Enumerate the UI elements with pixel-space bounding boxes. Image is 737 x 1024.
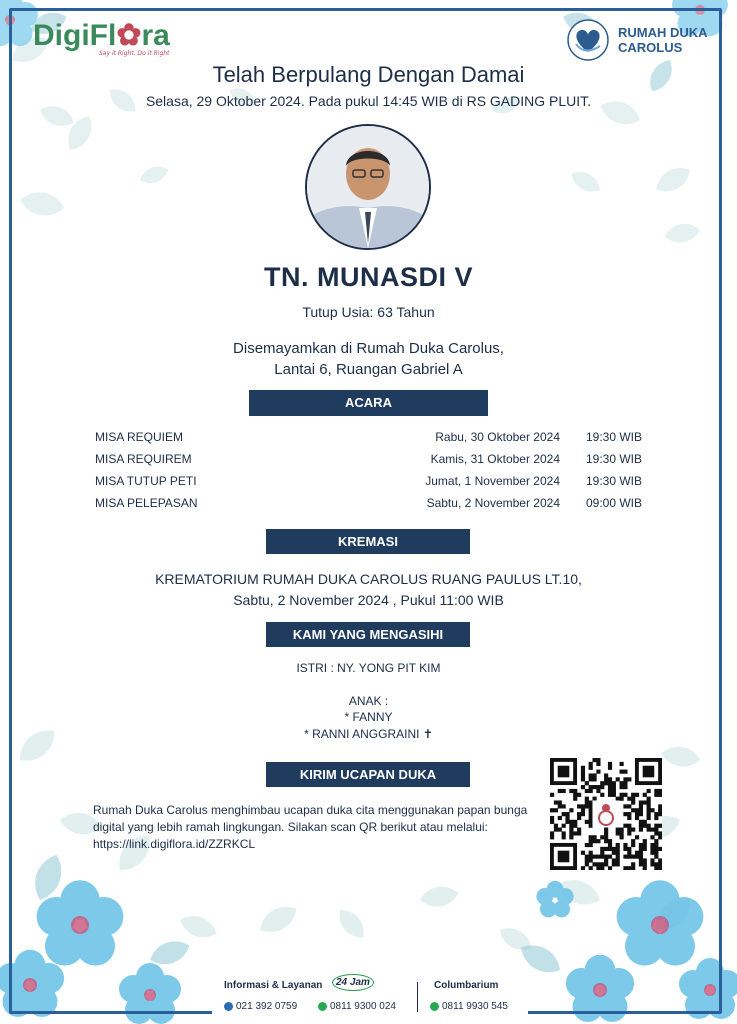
partner-name-line1: RUMAH DUKA (618, 25, 708, 40)
event-name: MISA REQUIEM (95, 430, 184, 444)
whatsapp-icon (318, 1002, 327, 1011)
footer-divider (417, 982, 418, 1012)
deceased-age: Tutup Usia: 63 Tahun (302, 304, 435, 320)
event-date: Jumat, 1 November 2024 (425, 474, 560, 488)
badge-24-hours (332, 974, 374, 991)
partner-name-line2: CAROLUS (618, 40, 683, 55)
announcement-subtitle: Selasa, 29 Oktober 2024. Pada pukul 14:45 WIB di RS GADING PLUIT. (145, 93, 592, 109)
family-child: * RANNI ANGGRAINI ✝ (304, 727, 433, 741)
flower-o-icon: ✿ (116, 19, 142, 52)
event-name: MISA PELEPASAN (95, 496, 198, 510)
cremation-details (0, 569, 737, 611)
family-spouse: ISTRI : NY. YONG PIT KIM (296, 661, 441, 675)
events-list (95, 428, 645, 516)
digiflora-logo (33, 20, 170, 57)
family-child: * FANNY (344, 710, 393, 724)
section-banner-kremasi: KREMASI (266, 529, 470, 554)
qr-code-graphic (550, 758, 662, 870)
badge-24-hours-text: 24 Jam (332, 974, 374, 991)
announcement-title: Telah Berpulang Dengan Damai (212, 62, 525, 87)
location-line1: Disemayamkan di Rumah Duka Carolus, (233, 340, 504, 357)
whatsapp-contact[interactable] (318, 1001, 396, 1012)
cremation-datetime: Sabtu, 2 November 2024 , Pukul 11:00 WIB (233, 592, 504, 608)
event-row (95, 494, 645, 516)
family-children-label: ANAK : (348, 694, 389, 708)
event-name: MISA REQUIREM (95, 452, 192, 466)
footer-contact-bar (212, 968, 528, 1018)
whatsapp-number: 0811 9930 545 (442, 1001, 508, 1012)
event-time: 19:30 WIB (585, 474, 642, 488)
brand-name-part-b: ra (141, 19, 170, 52)
rumah-duka-carolus-logo (562, 18, 708, 62)
brand-name-part-a: DigiFl (33, 19, 117, 52)
columbarium-label: Columbarium (434, 980, 499, 991)
section-banner-family: KAMI YANG MENGASIHI (266, 622, 470, 647)
condolence-message: Rumah Duka Carolus menghimbau ucapan duka cita menggunakan papan bunga digital yang lebih ramah lingkungan. Silakan scan QR berikut atau melalui: https://link.digiflora.id/ZZRKCL (93, 803, 528, 851)
event-time: 19:30 WIB (585, 452, 642, 466)
section-banner-acara: ACARA (249, 390, 488, 416)
location-line2: Lantai 6, Ruangan Gabriel A (274, 361, 463, 378)
section-banner-condolence: KIRIM UCAPAN DUKA (266, 762, 470, 787)
event-time: 09:00 WIB (585, 496, 642, 510)
event-name: MISA TUTUP PETI (95, 474, 197, 488)
event-date: Rabu, 30 Oktober 2024 (435, 430, 560, 444)
event-row (95, 472, 645, 494)
funeral-location (0, 338, 737, 380)
deceased-photo (305, 124, 431, 250)
event-row (95, 428, 645, 450)
heart-hands-icon (562, 18, 614, 62)
event-row (95, 450, 645, 472)
phone-contact[interactable] (224, 1001, 297, 1012)
whatsapp-number: 0811 9300 024 (330, 1001, 396, 1012)
portrait-illustration (307, 126, 429, 248)
brand-tagline: Say it Right, Do it Right (99, 50, 170, 57)
digiflora-wordmark (33, 20, 170, 52)
event-date: Kamis, 31 Oktober 2024 (430, 452, 560, 466)
phone-number: 021 392 0759 (236, 1001, 298, 1012)
phone-icon (224, 1002, 233, 1011)
whatsapp-icon (430, 1002, 439, 1011)
qr-code[interactable] (550, 758, 662, 870)
event-time: 19:30 WIB (585, 430, 642, 444)
columbarium-whatsapp-contact[interactable] (430, 1001, 508, 1012)
info-label: Informasi & Layanan (224, 980, 323, 991)
cremation-location: KREMATORIUM RUMAH DUKA CAROLUS RUANG PAULUS LT.10, (155, 571, 582, 587)
event-date: Sabtu, 2 November 2024 (426, 496, 560, 510)
deceased-name: TN. MUNASDI V (264, 262, 473, 292)
